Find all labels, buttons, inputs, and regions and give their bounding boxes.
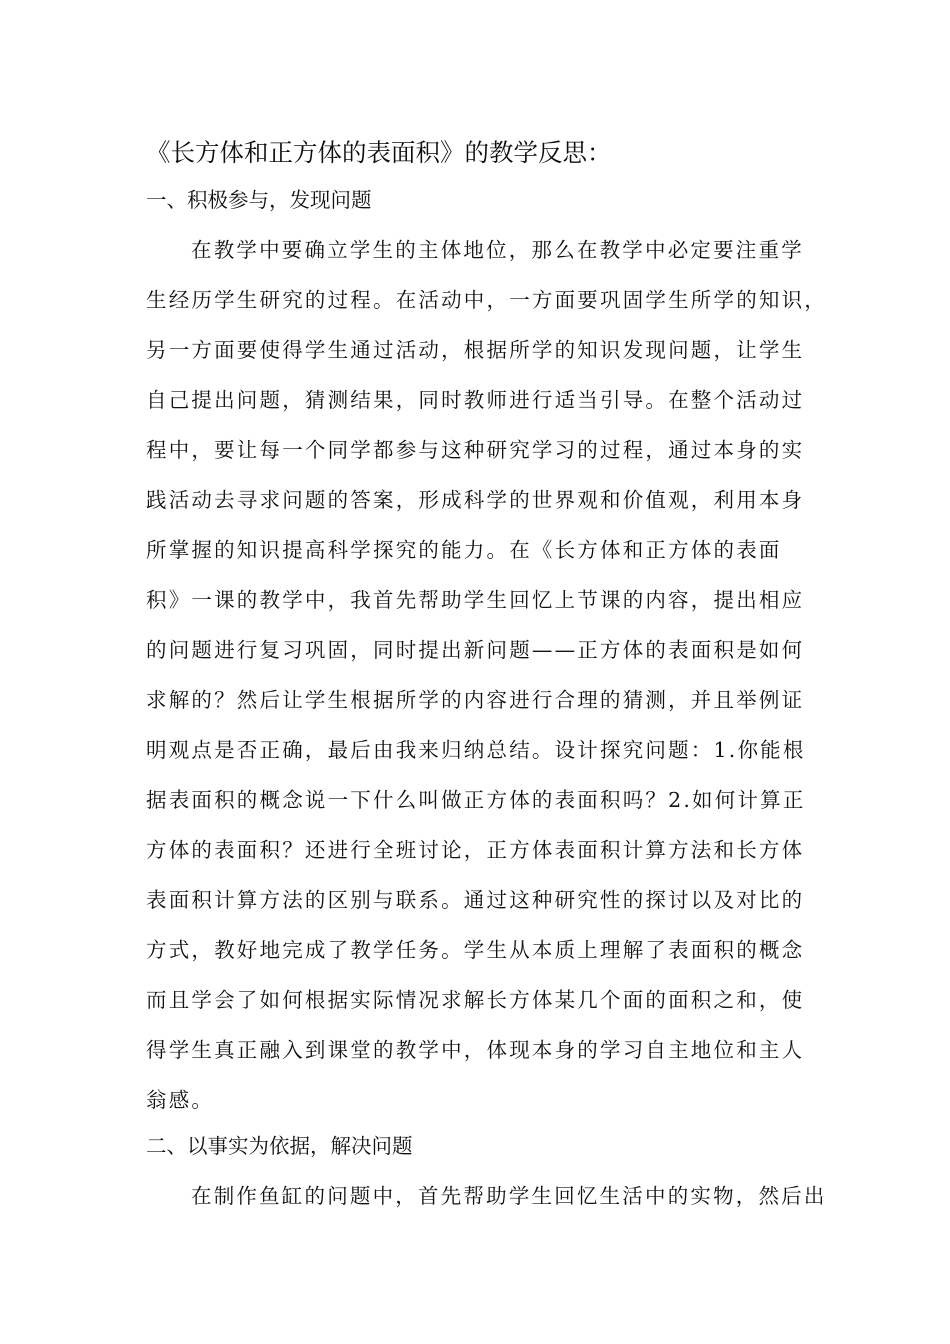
paragraph-line: 自己提出问题，猜测结果，同时教师进行适当引导。在整个活动过 (146, 388, 805, 412)
paragraph-line: 方体的表面积？还进行全班讨论，正方体表面积计算方法和长方体 (146, 838, 805, 862)
paragraph-line: 表面积计算方法的区别与联系。通过这种研究性的探讨以及对比的 (146, 888, 805, 912)
paragraph-line: 践活动去寻求问题的答案，形成科学的世界观和价值观，利用本身 (146, 488, 805, 512)
paragraph-line: 方式，教好地完成了教学任务。学生从本质上理解了表面积的概念 (146, 938, 805, 962)
section-heading-2: 二、以事实为依据，解决问题 (146, 1134, 413, 1158)
paragraph-line: 生经历学生研究的过程。在活动中，一方面要巩固学生所学的知识， (146, 288, 827, 312)
paragraph-line: 在教学中要确立学生的主体地位，那么在教学中必定要注重学 (191, 238, 804, 262)
paragraph-line: 得学生真正融入到课堂的教学中，体现本身的学习自主地位和主人 (146, 1038, 805, 1062)
paragraph-line: 程中，要让每一个同学都参与这种研究学习的过程，通过本身的实 (146, 438, 805, 462)
paragraph-line: 在制作鱼缸的问题中，首先帮助学生回忆生活中的实物，然后出 (191, 1184, 827, 1208)
document-title: 《长方体和正方体的表面积》的教学反思： (146, 138, 612, 167)
section-heading-1: 一、积极参与，发现问题 (146, 188, 372, 212)
paragraph-line: 明观点是否正确，最后由我来归纳总结。设计探究问题：1.你能根 (146, 738, 806, 762)
paragraph-line: 求解的？然后让学生根据所学的内容进行合理的猜测，并且举例证 (146, 688, 805, 712)
paragraph-line: 所掌握的知识提高科学探究的能力。在《长方体和正方体的表面 (146, 538, 782, 562)
paragraph-line: 而且学会了如何根据实际情况求解长方体某几个面的面积之和，使 (146, 988, 805, 1012)
paragraph-line: 据表面积的概念说一下什么叫做正方体的表面积吗？2.如何计算正 (146, 788, 806, 812)
paragraph-line: 积》一课的教学中，我首先帮助学生回忆上节课的内容，提出相应 (146, 588, 805, 612)
paragraph-line: 另一方面要使得学生通过活动，根据所学的知识发现问题，让学生 (146, 338, 805, 362)
paragraph-line: 翁感。 (146, 1088, 215, 1112)
paragraph-line: 的问题进行复习巩固，同时提出新问题——正方体的表面积是如何 (146, 638, 805, 662)
